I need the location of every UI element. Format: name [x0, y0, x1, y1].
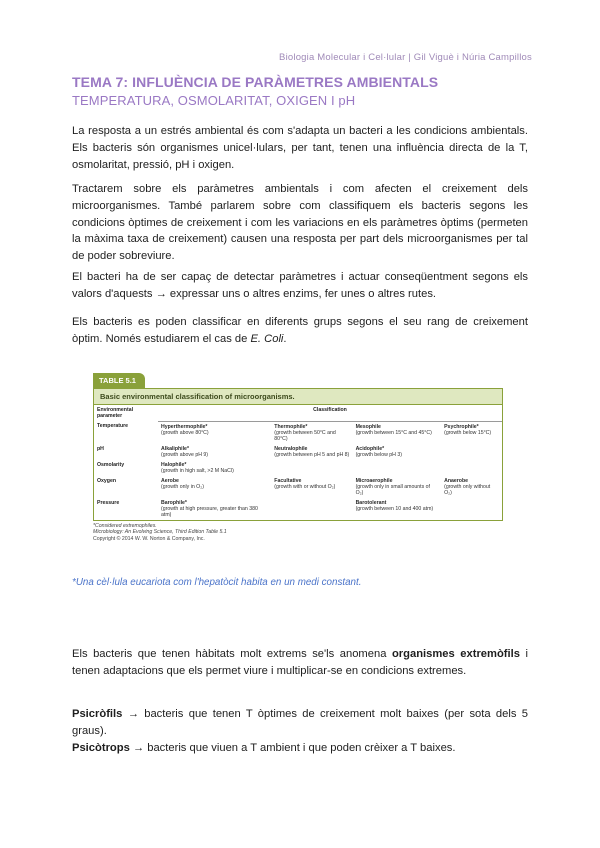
- table-cell: [441, 498, 502, 520]
- table-cell: [353, 421, 442, 444]
- class-description: (growth between 15°C and 45°C): [355, 429, 432, 436]
- class-description: (growth below pH 3): [355, 451, 402, 458]
- note-eukaryote: *Una cèl·lula eucariota com l'hepatòcit habita en un medi constant.: [72, 577, 362, 588]
- table-cell: [353, 460, 442, 476]
- table-cell: [271, 460, 352, 476]
- table-cell: [271, 421, 352, 444]
- column-header-classification: Classification: [158, 405, 502, 421]
- table-figure: [93, 370, 503, 542]
- class-description: (growth above 80°C): [161, 429, 209, 436]
- species-name: E. Coli: [250, 332, 284, 345]
- class-description: (growth between 50°C and 80°C): [274, 429, 336, 442]
- footnote-extremophiles: *Considered extremophiles.: [93, 522, 157, 529]
- class-description: (growth with or without O₂): [274, 483, 336, 490]
- table-footnote: [93, 523, 503, 543]
- class-description: (growth between pH 5 and pH 8): [274, 451, 350, 458]
- paragraph-parameters: Tractarem sobre els paràmetres ambientals i com afecten el creixement dels microorganismes. També parlarem sobre com classifiquem els bacteris segons les condicions òptimes de creixement i com les variacions en els paràmetres òptims (permeten la màxima taxa de creixement) causen una resposta per part dels microorganismes per tal de poder sobreviure.: [72, 183, 528, 263]
- row-parameter: Oxygen: [97, 477, 117, 484]
- table-cell: [353, 498, 442, 520]
- class-description: (growth below 15°C): [444, 429, 492, 436]
- class-description: (growth only in small amounts of O₂): [355, 483, 430, 496]
- table-cell: [353, 444, 442, 460]
- class-name: Microaerophile: [355, 477, 393, 484]
- paragraph-detection: El bacteri ha de ser capaç de detectar paràmetres i actuar conseqüentment segons els valors d'aquests → expressar uns o altres enzims, fer unes o altres rutes.: [72, 271, 528, 300]
- class-name: Thermophile*: [274, 423, 308, 430]
- paragraph-classification: [72, 314, 528, 348]
- row-parameter: Temperature: [97, 423, 129, 429]
- footnote-source: Microbiology: An Evolving Science, Third Edition Table 5.1: [93, 529, 227, 535]
- table-cell: [158, 476, 271, 498]
- footnote-copyright: Copyright © 2014 W. W. Norton & Company, Inc.: [93, 535, 205, 542]
- paragraph-intro: La resposta a un estrés ambiental és com s'adapta un bacteri a les condicions ambientals. Els bacteris són organismes unicel·lulars, per tant, tenen una influència directa de la T, osmolaritat, pressió, pH i oxigen.: [72, 125, 528, 171]
- table-row: [94, 476, 502, 498]
- class-description: (growth in high salt, >2 M NaCl): [161, 467, 234, 474]
- term-extremophiles: organismes extremòfils: [391, 648, 520, 660]
- p5-post: i tenen adaptacions que els permet viure i multiplicar-se en condicions extremes.: [72, 648, 529, 677]
- paragraph-extremophiles: [72, 646, 528, 680]
- table-row: [94, 421, 502, 444]
- table-cell: [158, 444, 271, 460]
- class-name: Anaerobe: [444, 477, 469, 484]
- class-name: Mesophile: [355, 423, 381, 430]
- class-description: (growth only without O₂): [444, 483, 491, 496]
- table-row: [94, 444, 502, 460]
- paragraph-psychro: [72, 706, 528, 756]
- row-parameter: Osmolarity: [97, 461, 125, 468]
- page-header: Biologia Molecular i Cel·lular | Gil Viguè i Núria Campillos: [279, 52, 532, 63]
- class-description: (growth between 10 and 400 atm): [355, 505, 434, 512]
- class-name: Halophile*: [161, 461, 187, 468]
- column-header-parameter: Environmental parameter: [97, 407, 134, 419]
- table-cell: [158, 421, 271, 444]
- class-description: (growth only in O₂): [161, 483, 204, 490]
- table-row: [94, 460, 502, 476]
- class-name: Psychrophile*: [444, 423, 479, 430]
- table-cell: [353, 476, 442, 498]
- class-name: Hyperthermophile*: [161, 423, 208, 430]
- class-name: Barotolerant: [355, 499, 387, 506]
- table-row: [94, 498, 502, 520]
- p6-text2: → bacteris que viuen a T ambient i que poden crèixer a T baixes.: [129, 741, 456, 754]
- page-title: TEMA 7: INFLUÈNCIA DE PARÀMETRES AMBIENTALS: [72, 74, 439, 90]
- classification-table: [94, 405, 502, 520]
- table-cell: [158, 460, 271, 476]
- table-tag: TABLE 5.1: [93, 373, 145, 388]
- class-name: Facultative: [274, 477, 302, 484]
- p6-text1: → bacteris que tenen T òptimes de creixement molt baixes (per sota dels 5 graus).: [72, 708, 528, 737]
- class-name: Acidophile*: [355, 445, 385, 452]
- table-cell: [158, 498, 271, 520]
- p5-pre: Els bacteris que tenen hàbitats molt extrems se'ls anomena: [72, 648, 392, 660]
- class-name: Aerobe: [161, 477, 179, 484]
- table-box: [93, 388, 503, 521]
- class-description: (growth at high pressure, greater than 380 atm): [161, 505, 258, 518]
- table-cell: [441, 444, 502, 460]
- class-name: Barophile*: [161, 499, 187, 506]
- table-cell: [271, 498, 352, 520]
- table-cell: [271, 444, 352, 460]
- p4-end: .: [283, 332, 287, 345]
- row-parameter: pH: [97, 445, 104, 452]
- table-caption: Basic environmental classification of microorganisms.: [94, 389, 502, 405]
- page-subtitle: TEMPERATURA, OSMOLARITAT, OXIGEN I pH: [72, 93, 356, 108]
- class-description: (growth above pH 9): [161, 451, 208, 458]
- table-cell: [441, 460, 502, 476]
- class-name: Alkaliphile*: [161, 445, 189, 452]
- class-name: Neutralophile: [274, 445, 308, 452]
- term-psychrotrophs: Psicòtrops: [72, 741, 130, 754]
- table-cell: [271, 476, 352, 498]
- table-cell: [441, 476, 502, 498]
- term-psychrophiles: Psicròfils: [72, 708, 123, 720]
- p4-text: Els bacteris es poden classificar en diferents grups segons el seu rang de creixement òptim. Només estudiarem el cas de: [72, 316, 528, 345]
- table-cell: [441, 421, 502, 444]
- row-parameter: Pressure: [97, 499, 120, 506]
